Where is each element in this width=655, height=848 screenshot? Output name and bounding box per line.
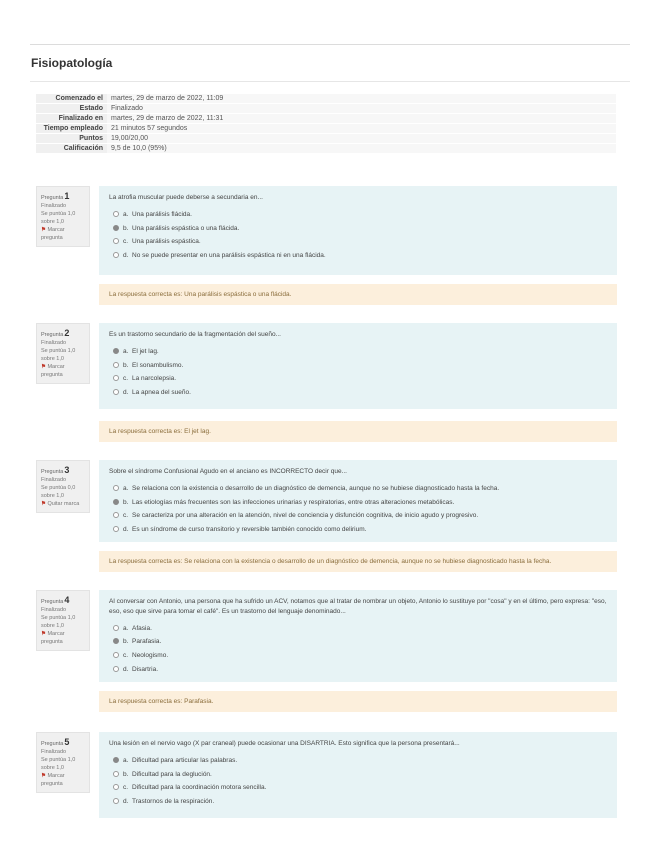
question-text: Sobre el síndrome Confusional Agudo en el anciano es INCORRECTO decir que... (109, 468, 347, 475)
question-number: Pregunta5 (41, 737, 70, 747)
radio-button[interactable] (113, 348, 119, 354)
question-content (99, 590, 617, 682)
summary-row (36, 124, 616, 134)
top-divider (30, 44, 630, 45)
answer-option[interactable]: d. Disartria. (113, 665, 607, 675)
page-title: Fisiopatología (31, 56, 113, 70)
answer-option[interactable]: a. Una parálisis flácida. (113, 210, 607, 220)
flag-icon: ⚑ (41, 772, 46, 779)
radio-button[interactable] (113, 625, 119, 631)
question-number: Pregunta2 (41, 328, 70, 338)
summary-value: martes, 29 de marzo de 2022, 11:09 (107, 94, 616, 103)
summary-row (36, 104, 616, 114)
question-score: Se puntúa 1,0 sobre 1,0 (41, 348, 76, 362)
answer-option[interactable]: a. El jet lag. (113, 347, 607, 357)
flag-question-link[interactable]: ⚑ Marcar pregunta (41, 363, 65, 378)
question-content (99, 323, 617, 409)
attempt-summary-table (36, 94, 616, 154)
flag-question-link[interactable]: ⚑ Marcar pregunta (41, 772, 65, 787)
summary-label: Puntos (36, 134, 107, 143)
answer-option[interactable]: b. El sonambulismo. (113, 361, 607, 371)
summary-label: Tiempo empleado (36, 124, 107, 133)
summary-value: 9,5 de 10,0 (95%) (107, 144, 616, 153)
answer-option[interactable]: d. Trastornos de la respiración. (113, 797, 607, 807)
question-score: Se puntúa 1,0 sobre 1,0 (41, 615, 76, 629)
flag-icon: ⚑ (41, 630, 46, 637)
question-info (36, 186, 90, 247)
radio-button[interactable] (113, 526, 119, 532)
radio-button[interactable] (113, 771, 119, 777)
summary-label: Finalizado en (36, 114, 107, 123)
question-status: Finalizado (41, 477, 67, 484)
question-score: Se puntúa 1,0 sobre 1,0 (41, 211, 76, 225)
unflag-question-link[interactable]: ⚑ Quitar marca (41, 500, 80, 507)
question-info (36, 590, 90, 651)
question-info (36, 323, 90, 384)
radio-button[interactable] (113, 666, 119, 672)
radio-button[interactable] (113, 638, 119, 644)
answer-option[interactable]: d. La apnea del sueño. (113, 388, 607, 398)
summary-row (36, 144, 616, 154)
answer-option[interactable]: c. Dificultad para la coordinación motora sencilla. (113, 783, 607, 793)
question-number: Pregunta1 (41, 191, 70, 201)
answer-option[interactable]: b. Parafasia. (113, 637, 607, 647)
answer-option[interactable]: a. Se relaciona con la existencia o desarrollo de un diagnóstico de demencia, aunque no se hubiese diagnosticado hasta la fecha. (113, 484, 607, 494)
answer-option[interactable]: a. Afasia. (113, 624, 607, 634)
answer-option[interactable]: a. Dificultad para articular las palabras. (113, 756, 607, 766)
question-content (99, 186, 617, 275)
answer-option[interactable]: b. Una parálisis espástica o una flácida. (113, 224, 607, 234)
question-number: Pregunta3 (41, 465, 70, 475)
correct-answer-feedback: La respuesta correcta es: Se relaciona con la existencia o desarrollo de un diagnóstico de demencia, aunque no se hubiese diagnosticado hasta la fecha. (99, 551, 617, 572)
flag-question-link[interactable]: ⚑ Marcar pregunta (41, 630, 65, 645)
question-score: Se puntúa 0,0 sobre 1,0 (41, 485, 76, 499)
correct-answer-feedback: La respuesta correcta es: Parafasia. (99, 691, 617, 712)
summary-value: 21 minutos 57 segundos (107, 124, 616, 133)
question-text: La atrofia muscular puede deberse a secundaria en... (109, 194, 263, 201)
radio-button[interactable] (113, 211, 119, 217)
radio-button[interactable] (113, 225, 119, 231)
summary-row (36, 134, 616, 144)
flag-question-link[interactable]: ⚑ Marcar pregunta (41, 226, 65, 241)
summary-value: martes, 29 de marzo de 2022, 11:31 (107, 114, 616, 123)
question-content (99, 732, 617, 818)
question-text: Es un trastorno secundario de la fragmentación del sueño... (109, 331, 281, 338)
answer-option[interactable]: b. Dificultad para la deglución. (113, 770, 607, 780)
summary-value: Finalizado (107, 104, 616, 113)
flag-icon: ⚑ (41, 226, 46, 233)
summary-label: Comenzado el (36, 94, 107, 103)
question-text: Una lesión en el nervio vago (X par craneal) puede ocasionar una DISARTRIA. Esto significa que la persona presentará... (109, 740, 460, 747)
radio-button[interactable] (113, 652, 119, 658)
answer-option[interactable]: c. Neologismo. (113, 651, 607, 661)
radio-button[interactable] (113, 252, 119, 258)
question-score: Se puntúa 1,0 sobre 1,0 (41, 757, 76, 771)
question-text: Al conversar con Antonio, una persona que ha sufrido un ACV, notamos que al tratar de nombrar un objeto, Antonio lo sustituye por "cosa" y en el último, pero expresa: "eso, eso, eso que sirve para tomar el café". Es un trastorno del lenguaje denominado... (109, 598, 607, 615)
radio-button[interactable] (113, 485, 119, 491)
question-info (36, 732, 90, 793)
question-number: Pregunta4 (41, 595, 70, 605)
question-status: Finalizado (41, 203, 67, 210)
question-status: Finalizado (41, 340, 67, 347)
radio-button[interactable] (113, 757, 119, 763)
summary-row (36, 114, 616, 124)
answer-option[interactable]: d. Es un síndrome de curso transitorio y reversible también conocido como delirium. (113, 525, 607, 535)
radio-button[interactable] (113, 512, 119, 518)
radio-button[interactable] (113, 389, 119, 395)
summary-value: 19,00/20,00 (107, 134, 616, 143)
correct-answer-feedback: La respuesta correcta es: Una parálisis espástica o una flácida. (99, 284, 617, 305)
radio-button[interactable] (113, 499, 119, 505)
question-info (36, 460, 90, 513)
answer-option[interactable]: c. Se caracteriza por una alteración en la atención, nivel de conciencia y disfunción cognitiva, de inicio agudo y progresivo. (113, 511, 607, 521)
radio-button[interactable] (113, 362, 119, 368)
summary-label: Calificación (36, 144, 107, 153)
summary-row (36, 94, 616, 104)
answer-option[interactable]: b. Las etiologías más frecuentes son las infecciones urinarias y respiratorias, entre otras alteraciones metabólicas. (113, 498, 607, 508)
summary-label: Estado (36, 104, 107, 113)
question-status: Finalizado (41, 607, 67, 614)
answer-option[interactable]: d. No se puede presentar en una parálisis espástica ni en una flácida. (113, 251, 607, 261)
question-content (99, 460, 617, 542)
answer-option[interactable]: c. Una parálisis espástica. (113, 237, 607, 247)
title-divider (30, 81, 630, 82)
answer-option[interactable]: c. La narcolepsia. (113, 374, 607, 384)
radio-button[interactable] (113, 238, 119, 244)
radio-button[interactable] (113, 798, 119, 804)
radio-button[interactable] (113, 375, 119, 381)
question-status: Finalizado (41, 749, 67, 756)
correct-answer-feedback: La respuesta correcta es: El jet lag. (99, 421, 617, 442)
flag-icon: ⚑ (41, 500, 46, 507)
radio-button[interactable] (113, 784, 119, 790)
flag-icon: ⚑ (41, 363, 46, 370)
